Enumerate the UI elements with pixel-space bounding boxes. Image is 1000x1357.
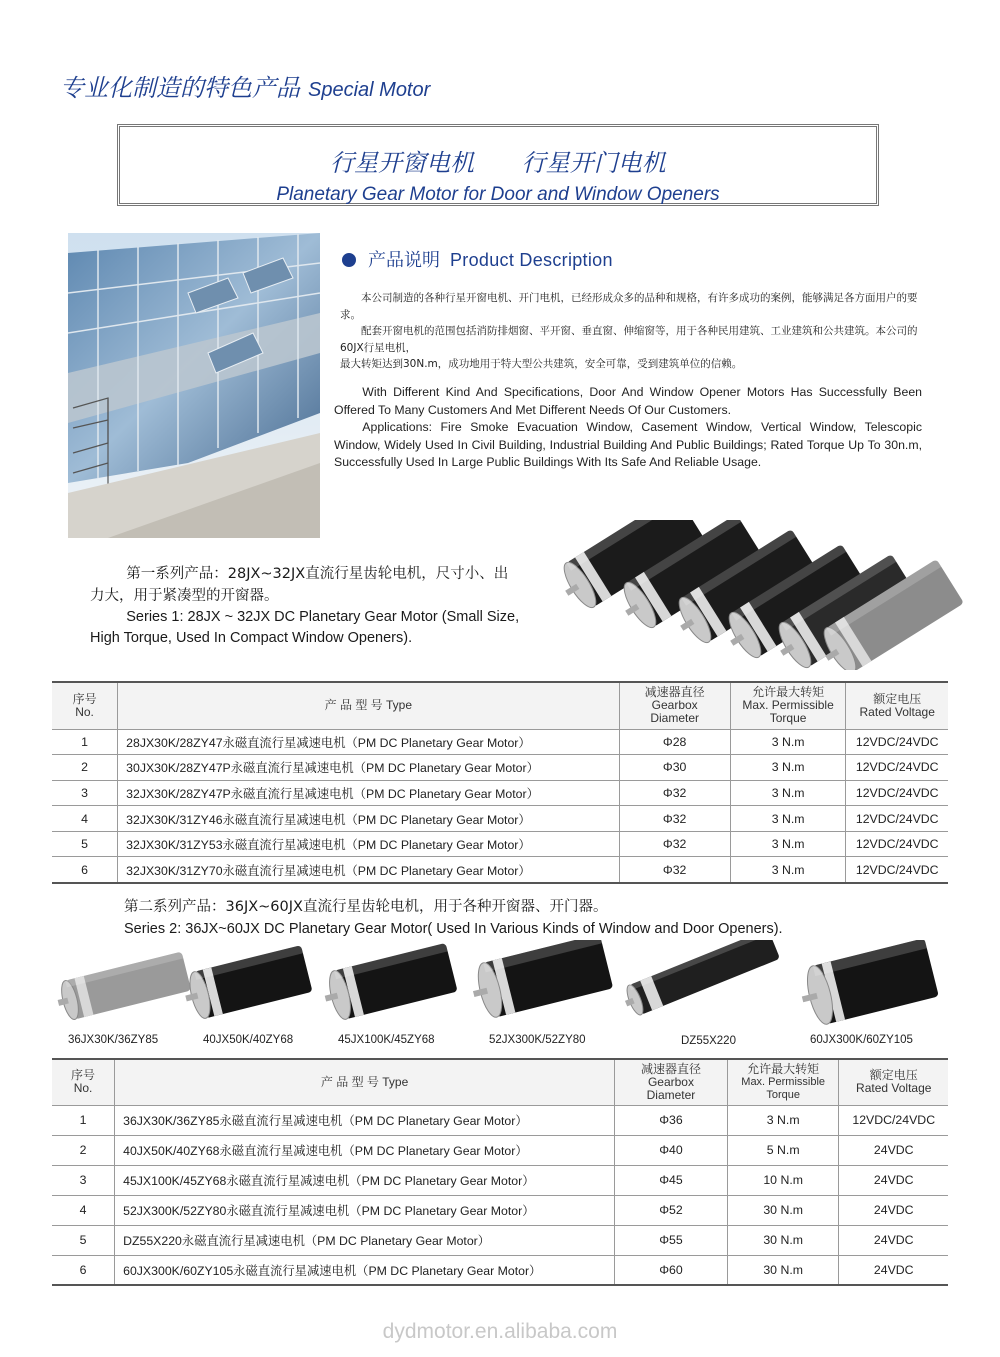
cell-gearbox: Φ40 <box>615 1135 728 1165</box>
cell-no: 6 <box>52 1255 115 1285</box>
series1-motors-photo <box>545 520 965 670</box>
cell-no: 2 <box>52 1135 115 1165</box>
cell-model: 32JX30K/31ZY53永磁直流行星减速电机（PM DC Planetary Gear Motor） <box>118 831 619 857</box>
motor-label: 36JX30K/36ZY85 <box>68 1034 159 1046</box>
description-en <box>334 384 922 472</box>
table-row <box>52 806 948 832</box>
table-row <box>52 780 948 806</box>
cell-voltage: 24VDC <box>839 1225 948 1255</box>
series1-en: Series 1: 28JX ~ 32JX DC Planetary Gear Motor (Small Size, High Torque, Used In Compact Window Openers). <box>90 609 520 646</box>
spec-table-series1 <box>52 681 948 884</box>
cell-gearbox: Φ32 <box>619 780 730 806</box>
title-box <box>117 124 879 206</box>
cell-gearbox: Φ28 <box>619 729 730 755</box>
cell-torque: 30 N.m <box>727 1225 839 1255</box>
description-heading-cn: 产品说明 <box>368 250 440 271</box>
col-no-en: No. <box>73 1081 93 1096</box>
header-title-en: Special Motor <box>308 79 431 101</box>
description-en-p1: With Different Kind And Specifications, Door And Window Opener Motors Has Successfully Been Offered To Many Customers And Met Different Needs Of Our Customers. <box>334 385 922 417</box>
col-voltage <box>839 1059 948 1105</box>
col-no <box>52 682 118 729</box>
table-row <box>52 831 948 857</box>
col-gearbox-en1: Gearbox <box>651 698 698 713</box>
title-box-en: Planetary Gear Motor for Door and Window Openers <box>276 184 720 205</box>
cell-voltage: 24VDC <box>839 1165 948 1195</box>
description-heading <box>342 246 613 272</box>
motor-label: 60JX300K/60ZY105 <box>810 1034 913 1046</box>
cell-torque: 3 N.m <box>730 806 846 832</box>
table-row <box>52 1135 948 1165</box>
table-row <box>52 1255 948 1285</box>
cell-voltage: 12VDC/24VDC <box>846 806 948 832</box>
cell-no: 4 <box>52 806 118 832</box>
cell-gearbox: Φ32 <box>619 857 730 883</box>
cell-no: 1 <box>52 729 118 755</box>
cell-gearbox: Φ30 <box>619 755 730 781</box>
motor-label: 52JX300K/52ZY80 <box>489 1034 586 1046</box>
motor-label: 45JX100K/45ZY68 <box>338 1034 435 1046</box>
cell-model: 30JX30K/28ZY47P永磁直流行星减速电机（PM DC Planetary Gear Motor） <box>118 755 619 781</box>
motor-label: 40JX50K/40ZY68 <box>203 1034 294 1046</box>
col-torque-en1: Max. Permissible <box>742 698 834 713</box>
col-torque <box>730 682 846 729</box>
description-cn-p2: 配套开窗电机的范围包括消防排烟窗、平开窗、垂直窗、伸缩窗等，用于各种民用建筑、工业建筑和公共建筑。本公司的60JX行星电机， <box>340 325 918 354</box>
col-torque-cn: 允许最大转矩 <box>752 685 825 700</box>
cell-no: 3 <box>52 780 118 806</box>
cell-no: 2 <box>52 755 118 781</box>
cell-no: 4 <box>52 1195 115 1225</box>
col-gearbox-en1: Gearbox <box>647 1074 694 1089</box>
cell-gearbox: Φ60 <box>615 1255 728 1285</box>
col-voltage-cn: 额定电压 <box>873 691 922 706</box>
cell-torque: 10 N.m <box>727 1165 839 1195</box>
col-type: 产 品 型 号 Type <box>118 682 619 729</box>
cell-torque: 5 N.m <box>727 1135 839 1165</box>
col-voltage-en: Rated Voltage <box>856 1081 932 1096</box>
cell-model: 52JX300K/52ZY80永磁直流行星减速电机（PM DC Planetary Gear Motor） <box>115 1195 615 1225</box>
description-cn <box>340 290 922 373</box>
description-cn-p3: 最大转矩达到30N.m，成功地用于特大型公共建筑，安全可靠，受到建筑单位的信赖。 <box>340 358 743 370</box>
table-row <box>52 729 948 755</box>
cell-gearbox: Φ52 <box>615 1195 728 1225</box>
series1-text <box>90 563 520 649</box>
series2-cn: 第二系列产品：36JX~60JX直流行星齿轮电机，用于各种开窗器、开门器。 <box>124 899 608 915</box>
motor-label: DZ55X220 <box>681 1035 736 1047</box>
header-title-cn: 专业化制造的特色产品 <box>60 74 300 102</box>
cell-voltage: 24VDC <box>839 1255 948 1285</box>
cell-model: 28JX30K/28ZY47永磁直流行星减速电机（PM DC Planetary Gear Motor） <box>118 729 619 755</box>
page-header <box>60 68 430 103</box>
cell-voltage: 12VDC/24VDC <box>846 729 948 755</box>
cell-no: 6 <box>52 857 118 883</box>
table-row <box>52 857 948 883</box>
description-en-p2: Applications: Fire Smoke Evacuation Window, Casement Window, Vertical Window, Telescopic Window, Widely Used In Civil Building, Industrial Building And Public Buildings; Rated Torque Up To 30n.m, Successfully Used In Large Public Buildings With Its Safe And Reliable Usage. <box>334 420 922 469</box>
col-voltage-en: Rated Voltage <box>859 704 935 719</box>
table-row <box>52 1105 948 1135</box>
cell-model: DZ55X220永磁直流行星减速电机（PM DC Planetary Gear Motor） <box>115 1225 615 1255</box>
description-cn-p1: 本公司制造的各种行星开窗电机、开门电机，已经形成众多的品种和规格，有许多成功的案例，能够满足各方面用户的要求。 <box>340 292 918 321</box>
col-gearbox-cn: 减速器直径 <box>644 685 705 700</box>
cell-no: 1 <box>52 1105 115 1135</box>
bullet-icon <box>342 253 356 267</box>
motor-icon <box>319 943 457 1023</box>
cell-gearbox: Φ45 <box>615 1165 728 1195</box>
cell-torque: 3 N.m <box>730 831 846 857</box>
col-no-en: No. <box>75 704 94 719</box>
series1-cn: 第一系列产品：28JX~32JX直流行星齿轮电机，尺寸小、出力大，用于紧凑型的开窗器。 <box>90 566 509 604</box>
table-row <box>52 1225 948 1255</box>
cell-voltage: 12VDC/24VDC <box>846 755 948 781</box>
cell-model: 45JX100K/45ZY68永磁直流行星减速电机（PM DC Planetary Gear Motor） <box>115 1165 615 1195</box>
col-type: 产 品 型 号 Type <box>115 1059 615 1105</box>
table-row <box>52 1165 948 1195</box>
col-torque-en2: Torque <box>766 1088 800 1101</box>
cell-torque: 3 N.m <box>730 755 846 781</box>
title-box-cn: 行星开窗电机 行星开门电机 <box>330 149 666 177</box>
cell-no: 3 <box>52 1165 115 1195</box>
cell-model: 32JX30K/31ZY70永磁直流行星减速电机（PM DC Planetary Gear Motor） <box>118 857 619 883</box>
cell-model: 40JX50K/40ZY68永磁直流行星减速电机（PM DC Planetary Gear Motor） <box>115 1135 615 1165</box>
cell-no: 5 <box>52 831 118 857</box>
col-torque-en2: Torque <box>769 711 807 726</box>
series2-text <box>124 896 783 940</box>
cell-torque: 3 N.m <box>730 857 846 883</box>
cell-torque: 30 N.m <box>727 1255 839 1285</box>
motor-icon <box>180 945 312 1022</box>
col-no-cn: 序号 <box>72 691 97 706</box>
spec-table-series2 <box>52 1058 948 1286</box>
col-gearbox <box>615 1059 728 1105</box>
series2-en: Series 2: 36JX~60JX DC Planetary Gear Motor( Used In Various Kinds of Window and Door Openers). <box>124 921 783 937</box>
cell-voltage: 12VDC/24VDC <box>839 1105 948 1135</box>
cell-torque: 3 N.m <box>727 1105 839 1135</box>
cell-voltage: 12VDC/24VDC <box>846 831 948 857</box>
table-row <box>52 1195 948 1225</box>
cell-no: 5 <box>52 1225 115 1255</box>
col-gearbox-en2: Diameter <box>650 711 699 726</box>
col-voltage-cn: 额定电压 <box>869 1068 918 1083</box>
cell-voltage: 12VDC/24VDC <box>846 780 948 806</box>
motor-icon <box>620 940 780 1018</box>
table-header-row <box>52 1059 948 1105</box>
cell-model: 32JX30K/31ZY46永磁直流行星减速电机（PM DC Planetary Gear Motor） <box>118 806 619 832</box>
cell-voltage: 12VDC/24VDC <box>846 857 948 883</box>
cell-torque: 3 N.m <box>730 780 846 806</box>
cell-model: 32JX30K/28ZY47P永磁直流行星减速电机（PM DC Planetary Gear Motor） <box>118 780 619 806</box>
cell-gearbox: Φ32 <box>619 831 730 857</box>
motor-icon <box>795 940 939 1028</box>
col-gearbox <box>619 682 730 729</box>
cell-torque: 30 N.m <box>727 1195 839 1225</box>
table-header-row <box>52 682 948 729</box>
cell-voltage: 24VDC <box>839 1195 948 1225</box>
motor-icon <box>54 952 192 1023</box>
col-torque-cn: 允许最大转矩 <box>747 1061 820 1076</box>
col-gearbox-cn: 减速器直径 <box>640 1061 701 1076</box>
cell-gearbox: Φ36 <box>615 1105 728 1135</box>
cell-torque: 3 N.m <box>730 729 846 755</box>
col-no-cn: 序号 <box>71 1068 96 1083</box>
cell-model: 60JX300K/60ZY105永磁直流行星减速电机（PM DC Planetary Gear Motor） <box>115 1255 615 1285</box>
building-photo <box>68 233 320 538</box>
cell-model: 36JX30K/36ZY85永磁直流行星减速电机（PM DC Planetary Gear Motor） <box>115 1105 615 1135</box>
col-voltage <box>846 682 948 729</box>
col-torque-en1: Max. Permissible <box>741 1075 826 1088</box>
cell-gearbox: Φ55 <box>615 1225 728 1255</box>
cell-gearbox: Φ32 <box>619 806 730 832</box>
col-gearbox-en2: Diameter <box>646 1087 696 1102</box>
description-heading-en: Product Description <box>450 250 613 270</box>
col-no <box>52 1059 115 1105</box>
motor-icon <box>467 940 613 1021</box>
col-torque <box>727 1059 839 1105</box>
table-row <box>52 755 948 781</box>
watermark: dydmotor.en.alibaba.com <box>382 1320 618 1343</box>
cell-voltage: 24VDC <box>839 1135 948 1165</box>
